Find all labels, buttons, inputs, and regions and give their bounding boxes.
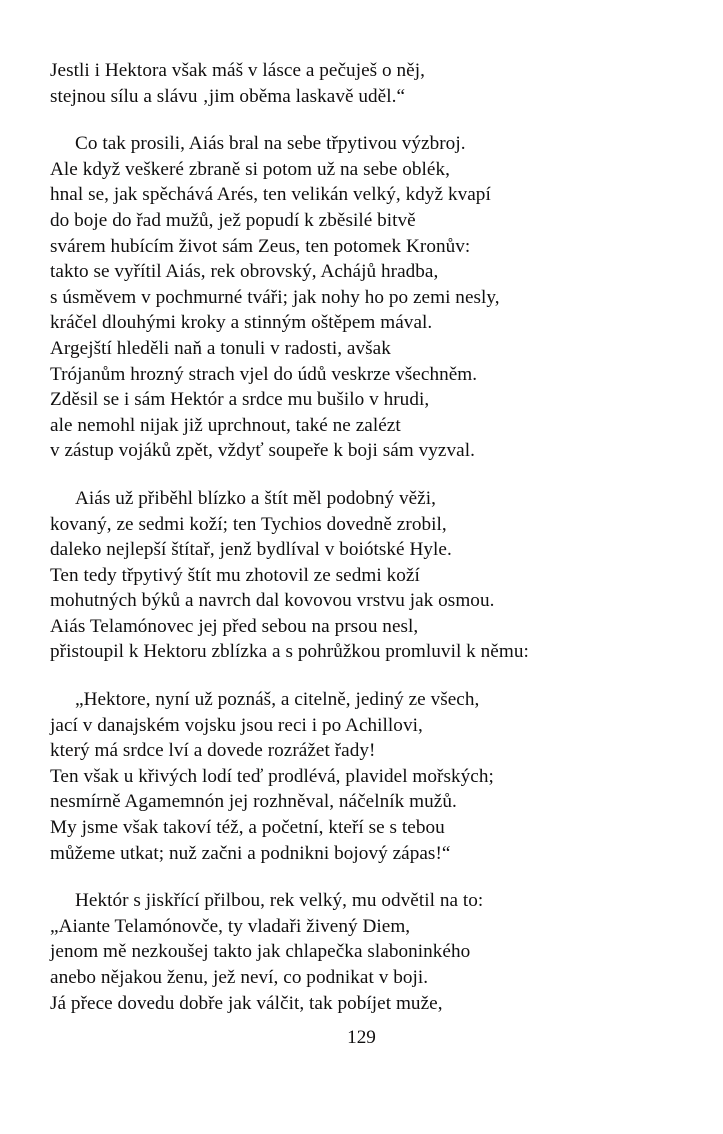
verse-line: jací v danajském vojsku jsou reci i po Achillovi, (50, 714, 423, 736)
stanza (50, 58, 690, 109)
verse-line: do boje do řad mužů, jež popudí k zběsilé bitvě (50, 209, 416, 231)
verse-line: přistoupil k Hektoru zblízka a s pohrůžkou promluvil k němu: (50, 641, 529, 663)
verse-line: Argejští hleděli naň a tonuli v radosti, avšak (50, 337, 391, 359)
verse-line: Ale když veškeré zbraně si potom už na sebe oblék, (50, 158, 450, 180)
verse-line: který má srdce lví a dovede rozrážet řady! (50, 740, 376, 762)
verse-line: Hektór s jiskřící přilbou, rek velký, mu odvětil na to: (75, 890, 484, 912)
verse-line: Ten však u křivých lodí teď prodlévá, plavidel mořských; (50, 765, 494, 787)
verse-line: Co tak prosili, Aiás bral na sebe třpytivou výzbroj. (75, 133, 466, 155)
verse-line: Zděsil se i sám Hektór a srdce mu bušilo v hrudi, (50, 389, 430, 411)
verse-line: „Hektore, nyní už poznáš, a citelně, jediný ze všech, (75, 689, 480, 711)
stanza (50, 486, 690, 665)
verse-line: nesmírně Agamemnón jej rozhněval, náčelník mužů. (50, 791, 457, 813)
verse-line: kovaný, ze sedmi koží; ten Tychios dovedně zrobil, (50, 513, 447, 535)
verse-line: takto se vyřítil Aiás, rek obrovský, Achájů hradba, (50, 261, 439, 283)
verse-line: Jestli i Hektora však máš v lásce a pečuješ o něj, (50, 60, 425, 81)
verse-line: v zástup vojáků zpět, vždyť soupeře k boji sám vyzval. (50, 440, 475, 462)
page-number: 129 (347, 1027, 376, 1048)
verse-line: Trójanům hrozný strach vjel do údů veskrze všechněm. (50, 363, 478, 385)
verse-line: Ten tedy třpytivý štít mu zhotovil ze sedmi koží (50, 564, 420, 586)
stanza (50, 131, 690, 464)
verse-line: stejnou sílu a slávu ‚jim oběma laskavě uděl.“ (50, 85, 406, 107)
verse-line: daleko nejlepší štítař, jenž bydlíval v boiótské Hyle. (50, 539, 452, 561)
verse-line: jenom mě nezkoušej takto jak chlapečka slaboninkého (50, 941, 471, 963)
verse-line: ale nemohl nijak již uprchnout, také ne zalézt (50, 414, 401, 436)
verse-line: svárem hubícím život sám Zeus, ten potomek Kronův: (50, 235, 471, 257)
verse-line: Aiás už přiběhl blízko a štít měl podobný věži, (75, 487, 436, 509)
poem-body (50, 58, 690, 1016)
verse-line: My jsme však takoví též, a početní, kteří se s tebou (50, 817, 445, 839)
verse-line: Já přece dovedu dobře jak válčit, tak pobíjet muže, (50, 992, 443, 1014)
verse-line: anebo nějakou ženu, jež neví, co podnikat v boji. (50, 967, 429, 988)
verse-line: kráčel dlouhými kroky a stinným oštěpem mával. (50, 312, 433, 334)
verse-line: hnal se, jak spěchává Arés, ten velikán velký, když kvapí (50, 184, 491, 206)
stanza (50, 687, 690, 866)
verse-line: Aiás Telamónovec jej před sebou na prsou nesl, (50, 615, 419, 637)
verse-line: můžeme utkat; nuž začni a podnikni bojový zápas!“ (50, 842, 451, 864)
verse-line: s úsměvem v pochmurné tváři; jak nohy ho po zemi nesly, (50, 286, 500, 308)
verse-line: mohutných býků a navrch dal kovovou vrstvu jak osmou. (50, 590, 495, 612)
stanza (50, 888, 690, 1016)
verse-line: „Aiante Telamónovče, ty vladaři živený Diem, (50, 915, 411, 937)
